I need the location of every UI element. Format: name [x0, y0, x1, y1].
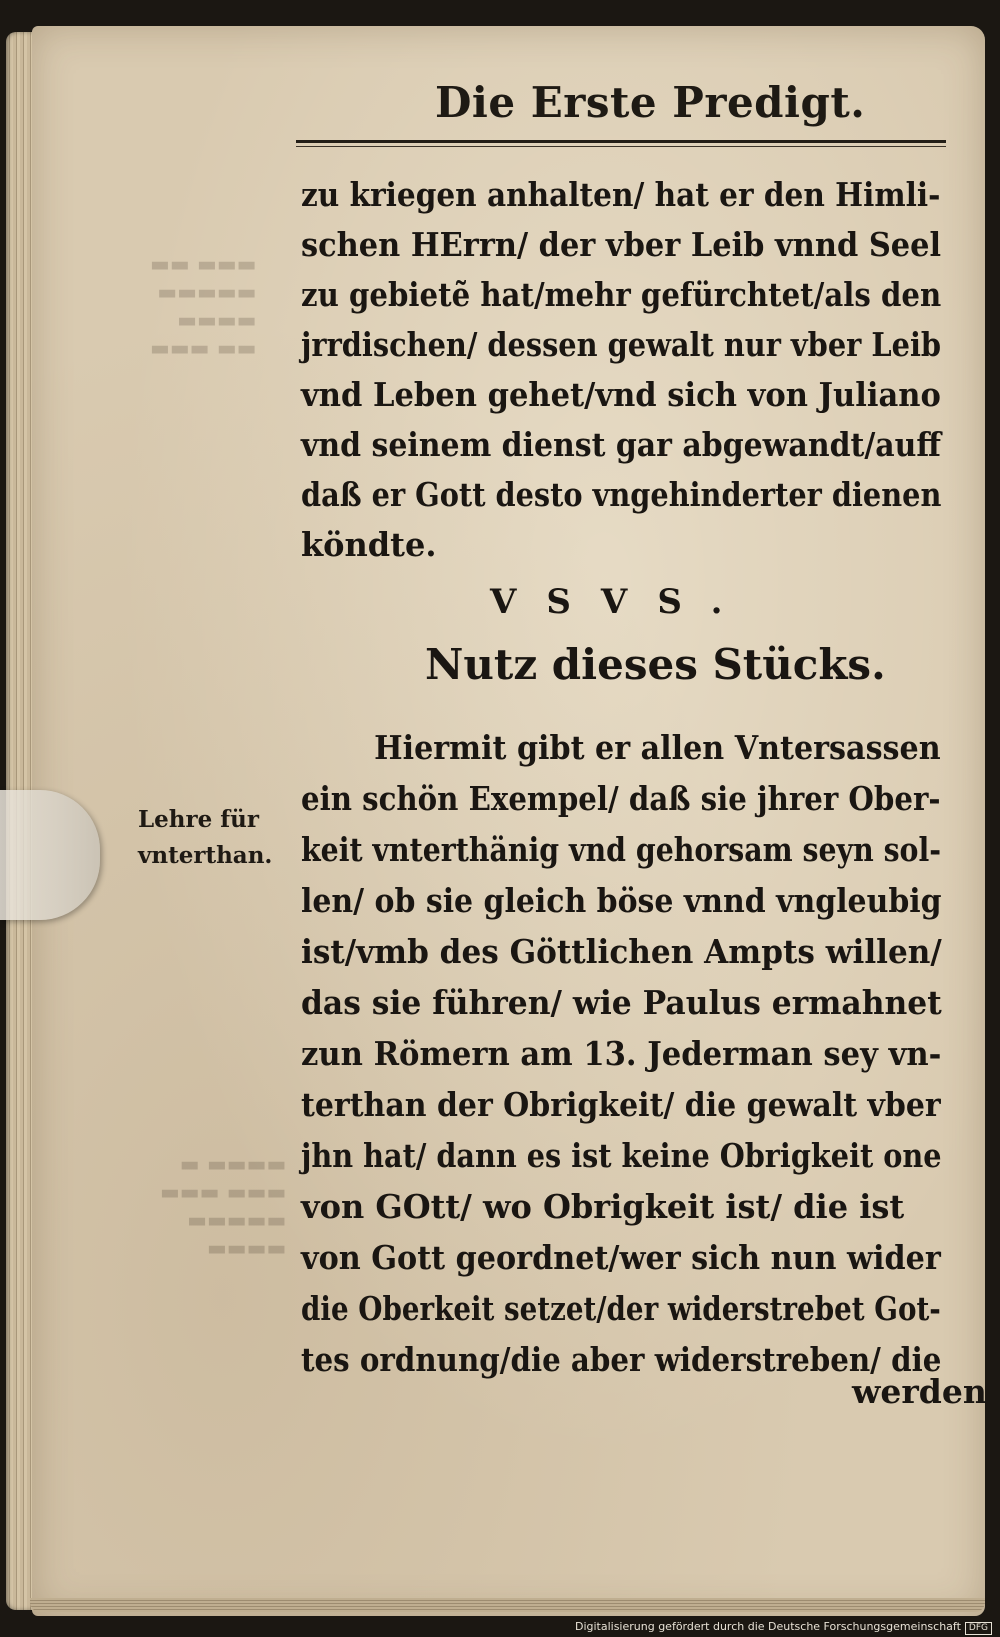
text-line: zu gebietẽ hat/mehr gefürchtet/als den: [301, 275, 942, 314]
text-line: köndte.: [301, 525, 437, 564]
dfg-logo: DFG: [965, 1622, 992, 1635]
text-line: von GOtt/ wo Obrigkeit ist/ die ist: [301, 1187, 905, 1226]
text-line: zun Römern am 13. Jederman sey vn-: [301, 1034, 942, 1073]
text-line: Hiermit gibt er allen Vntersassen: [374, 728, 941, 767]
header-rule: [296, 140, 946, 143]
text-line: das sie führen/ wie Paulus ermahnet: [301, 983, 942, 1022]
text-line: len/ ob sie gleich böse vnnd vngleubig: [301, 881, 942, 920]
text-line: die Oberkeit setzet/der widerstrebet Got-: [301, 1289, 941, 1328]
marginal-note: [138, 802, 278, 874]
section-label: VSVS.: [490, 582, 753, 622]
credit-text: Digitalisierung gefördert durch die Deutsche Forschungsgemeinschaft: [574, 1620, 961, 1633]
running-head: Die Erste Predigt.: [435, 78, 866, 127]
bleed-through-shadow: ▬▬▬ ▬▬ ▬▬▬▬▬ ▬▬▬▬ ▬▬ ▬▬▬: [150, 251, 257, 360]
marginal-note-line: Lehre für: [138, 806, 260, 833]
text-line: vnd Leben gehet/vnd sich von Juliano: [301, 375, 941, 414]
text-line: jrrdischen/ dessen gewalt nur vber Leib: [301, 325, 942, 364]
text-line: daß er Gott desto vngehinderter dienen: [301, 475, 942, 514]
text-line: ist/vmb des Göttlichen Ampts willen/: [301, 932, 942, 971]
digitization-credit: [575, 1620, 992, 1635]
text-line: tes ordnung/die aber widerstreben/ die: [301, 1340, 942, 1379]
text-line: terthan der Obrigkeit/ die gewalt vber: [301, 1085, 941, 1124]
text-line: jhn hat/ dann es ist keine Obrigkeit one: [301, 1136, 942, 1175]
text-line: ein schön Exempel/ daß sie jhrer Ober-: [301, 779, 941, 818]
page-bottom-edge: [30, 1598, 985, 1612]
text-line: zu kriegen anhalten/ hat er den Himli-: [301, 175, 941, 214]
header-rule-thin: [296, 146, 946, 147]
paragraph-2: [301, 722, 961, 1385]
section-heading: Nutz dieses Stücks.: [425, 640, 886, 689]
text-line: von Gott geordnet/wer sich nun wider: [301, 1238, 941, 1277]
marginal-note-line: vnterthan.: [138, 842, 273, 869]
text-line: vnd seinem dienst gar abgewandt/auff: [301, 425, 942, 464]
paragraph-1: [301, 170, 961, 570]
text-line: schen HErrn/ der vber Leib vnnd Seel: [301, 225, 942, 264]
text-line: keit vnterthänig vnd gehorsam seyn sol-: [301, 830, 942, 869]
catchword: werden: [852, 1372, 987, 1411]
bleed-through-shadow: ▬▬▬▬ ▬ ▬▬▬ ▬▬▬ ▬▬▬▬▬ ▬▬▬▬: [160, 1151, 287, 1260]
